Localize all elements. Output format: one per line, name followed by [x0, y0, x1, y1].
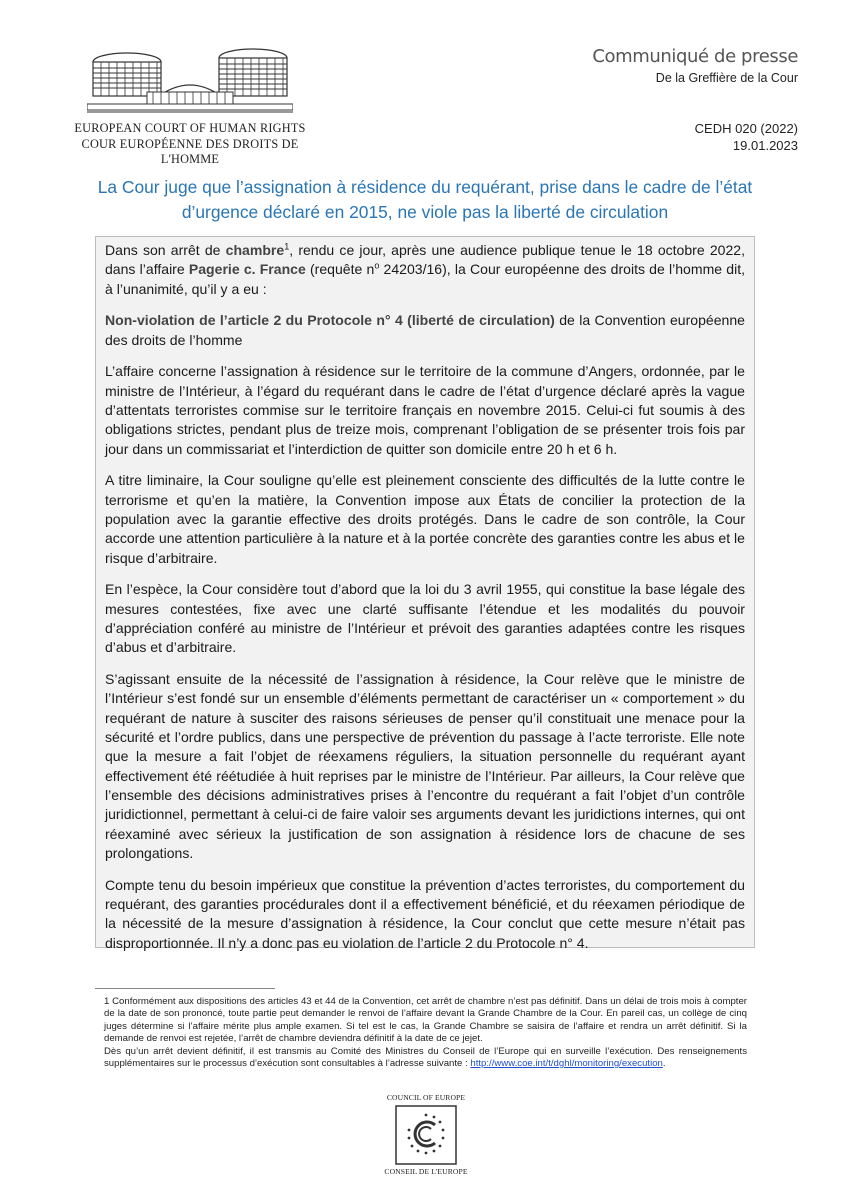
numero-superscript: o: [374, 260, 380, 271]
execution-link[interactable]: http://www.coe.int/t/dghl/monitoring/execution: [470, 1058, 663, 1070]
text-span: 24203/16), la Cour européenne des droits de l’homme dit, à l’unanimité, qu’il y a eu :: [105, 261, 746, 297]
verdict-heading: Non-violation de l’article 2 du Protocole n° 4 (liberté de circulation): [105, 312, 555, 329]
summary-paragraph-3: L’affaire concerne l’assignation à résidence sur le territoire de la commune d’Angers, ordonnée, par le ministre de l’Intérieur, à l’égard du requérant dans le cadre de l’état d’urgence déclaré après la vague d’attentats terroristes commise sur le territoire français en novembre 2015. Celui-ci fut soumis à des obligations strictes, pendant plus de treize mois, comprenant l’obligation de se présenter trois fois par jour dans un commissariat et l’interdiction de quitter son domicile entre 20 h et 6 h.: [105, 363, 745, 457]
text-span: (requête n: [305, 261, 375, 278]
summary-paragraph-5: En l’espèce, la Cour considère tout d’abord que la loi du 3 avril 1955, qui constitue la base légale des mesures contestées, fixe avec une clarté suffisante l’étendue et les modalités du pouvoir d’appréciation conféré au ministre de l’Intérieur et prévoit des garanties adaptées contre les risques d’abus et d’arbitraire.: [105, 581, 745, 656]
summary-box: [95, 236, 755, 951]
court-name-en: EUROPEAN COURT OF HUMAN RIGHTS: [74, 121, 306, 135]
text-span: .: [662, 1058, 666, 1070]
council-of-europe-logo: [379, 1093, 473, 1176]
footnote-divider: [95, 988, 275, 989]
footnote: [104, 996, 747, 1070]
release-date: 19.01.2023: [732, 138, 798, 153]
headline: La Cour juge que l’assignation à résidence du requérant, prise dans le cadre de l’état d’urgence déclaré en 2015, ne viole pas la liberté de circulation: [97, 177, 753, 222]
court-name-fr: COUR EUROPÉENNE DES DROITS DE L'HOMME: [81, 137, 299, 166]
chamber-term: chambre: [225, 242, 285, 258]
case-name: Pagerie c. France: [188, 261, 306, 278]
footnote-text-2: [104, 1046, 747, 1071]
press-release-header: [592, 46, 798, 85]
council-of-europe-emblem-icon: [395, 1105, 457, 1165]
case-reference: CEDH 020 (2022): [694, 121, 798, 136]
summary-paragraph-6: S’agissant ensuite de la nécessité de l’assignation à résidence, la Cour relève que le ministre de l’Intérieur s’est fondé sur un ensemble d’éléments permettant de caractériser un « comportement » du requérant de nature à susciter des raisons sérieuses de penser qu’il constituait une menace pour la sécurité et l’ordre publics, dans une perspective de prévention du passage à l’acte terroriste. Elle note que la mesure a fait l’objet de réexamens réguliers, la situation personnelle du requérant ayant effectivement été réétudiée à huit reprises par le ministre de l’Intérieur. Par ailleurs, la Cour relève que l’ensemble des décisions administratives prises à l’encontre du requérant a fait l’objet d’un contrôle juridictionnel, permettant à celui-ci de faire valoir ses arguments devant les juridictions internes, qui ont réexaminé avec sérieux la justification de son assignation à résidence lors de chacune de ses prolongations.: [105, 671, 745, 861]
court-building-logo-icon: [87, 48, 293, 116]
coe-name-en: COUNCIL OF EUROPE: [386, 1093, 466, 1102]
text-span: Dès qu’un arrêt devient définitif, il est transmis au Comité des Ministres du Conseil de l’Europe qui en surveille l’exécution. Des renseignements supplémentaires sur le processus d’exécution sont consultables à l’adresse suivante :: [104, 1045, 747, 1070]
text-span: , rendu ce jour, après une audience publique tenue le 18 octobre 2022, dans l’affaire: [105, 242, 745, 278]
summary-paragraph-1: [105, 241, 745, 299]
summary-paragraph-4: A titre liminaire, la Cour souligne qu’elle est pleinement consciente des difficultés de la lutte contre le terrorisme et qu’en la matière, la Convention impose aux États de concilier la protection de la population avec la garantie effective des droits protégés. Dans le cadre de son contrôle, la Cour accorde une attention particulière à la nature et à la portée concrète des garanties contre les abus et le risque d’arbitraire.: [105, 472, 745, 566]
text-span: Dans son arrêt de: [105, 242, 226, 258]
summary-paragraph-2: [105, 311, 745, 350]
press-subtitle: De la Greffière de la Cour: [655, 71, 798, 85]
footnote-marker: 1: [284, 241, 290, 252]
press-title: Communiqué de presse: [592, 46, 798, 67]
summary-paragraph-7: Compte tenu du besoin impérieux que constitue la prévention d’actes terroristes, du comportement du requérant, des garanties procédurales dont il a effectivement bénéficié, et du réexamen périodique de la nécessité de la mesure d’assignation à résidence, la Cour conclut que cette mesure n’était pas disproportionnée. Il n’y a donc pas eu violation de l’article 2 du Protocole n° 4.: [105, 876, 745, 951]
footnote-text-1: 1 Conformément aux dispositions des articles 43 et 44 de la Convention, cet arrêt de chambre n’est pas définitif. Dans un délai de trois mois à compter de la date de son prononcé, toute partie peut demander le renvoi de l’affaire devant la Grande Chambre de la Cour. En pareil cas, un collège de cinq juges détermine si l’affaire mérite plus ample examen. Si tel est le cas, la Grande Chambre se saisira de l’affaire et rendra un arrêt définitif. Si la demande de renvoi est rejetée, l’arrêt de chambre deviendra définitif à la date de ce jejet.: [104, 996, 747, 1045]
coe-name-fr: CONSEIL DE L'EUROPE: [384, 1167, 468, 1176]
text-span: de la Convention européenne des droits de l’homme: [105, 312, 745, 348]
case-reference-block: [695, 120, 798, 154]
